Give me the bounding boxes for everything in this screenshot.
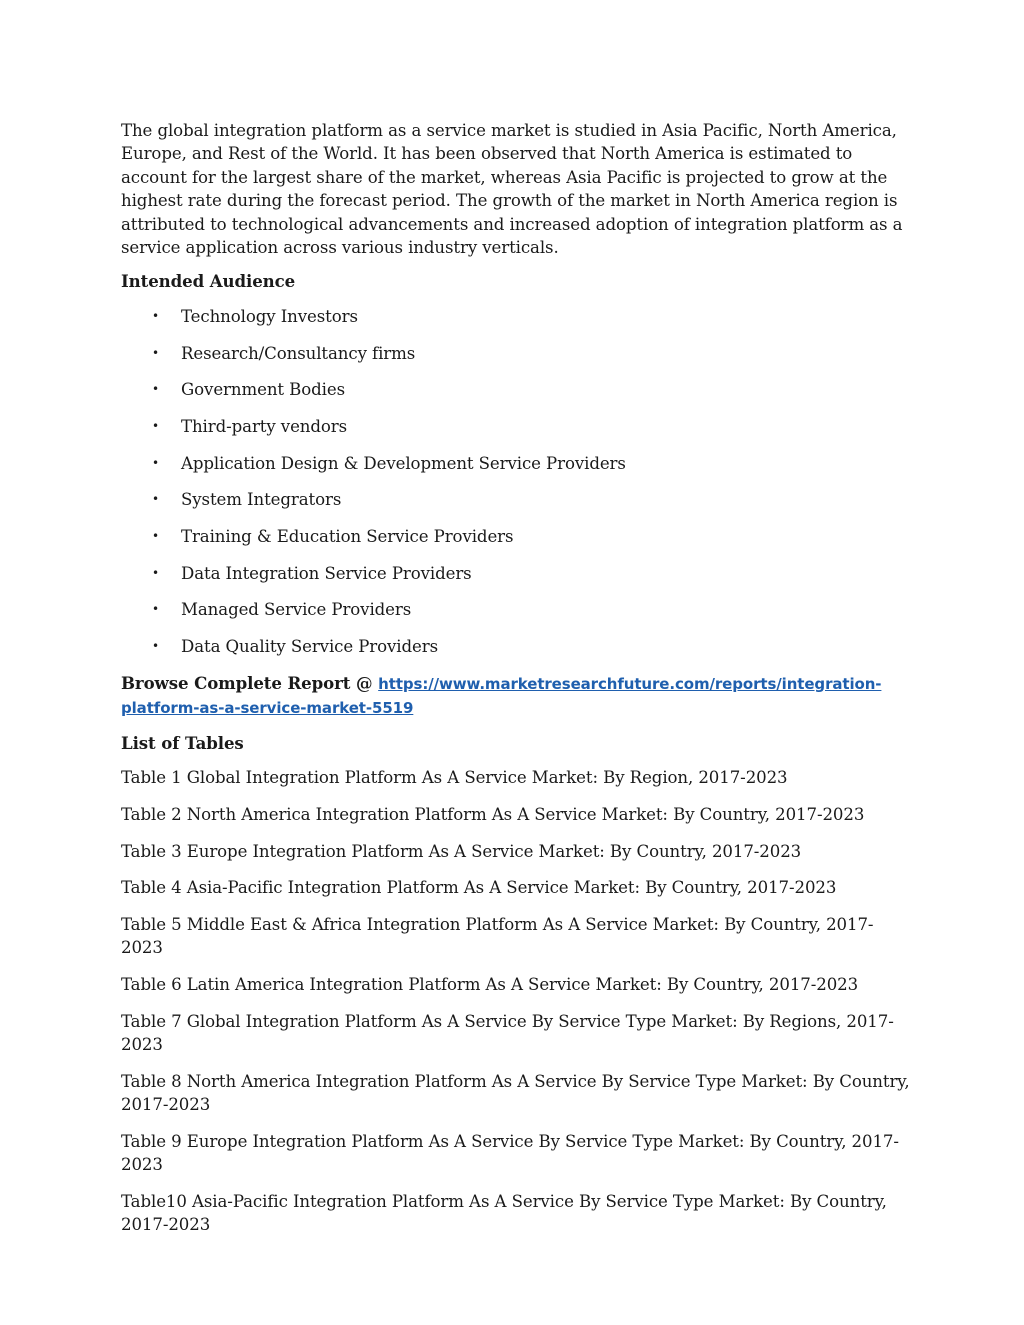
list-item-label: Government Bodies: [181, 380, 345, 400]
document-page: [121, 119, 911, 1250]
report-link[interactable]: https://www.marketresearchfuture.com/reports/integration-platform-as-a-service-market-5519: [121, 674, 882, 718]
bullet-icon: •: [152, 455, 159, 470]
bullet-icon: •: [152, 308, 159, 323]
bullet-icon: •: [152, 639, 159, 654]
list-item: [121, 305, 911, 328]
bullet-icon: •: [152, 529, 159, 544]
tables-heading: List of Tables: [121, 732, 244, 753]
table-list-item: Table 2 North America Integration Platform As A Service Market: By Country, 2017-2023: [121, 804, 865, 824]
list-item: [121, 635, 911, 658]
table-list-item: Table10 Asia-Pacific Integration Platform As A Service By Service Type Market: By Country, 2017-2023: [121, 1192, 887, 1235]
list-item-label: Application Design & Development Service Providers: [181, 453, 626, 473]
bullet-icon: •: [152, 492, 159, 507]
list-item-label: Data Integration Service Providers: [181, 563, 472, 583]
table-list-item: Table 3 Europe Integration Platform As A Service Market: By Country, 2017-2023: [121, 841, 802, 861]
list-item-label: Managed Service Providers: [181, 600, 412, 620]
table-list-item: Table 5 Middle East & Africa Integration Platform As A Service Market: By Country, 2017-2023: [121, 914, 874, 958]
table-list-item: Table 8 North America Integration Platform As A Service By Service Type Market: By Country, 2017-2023: [121, 1071, 910, 1115]
list-item: [121, 525, 911, 548]
browse-report-line: [121, 672, 911, 721]
tables-list: [121, 766, 911, 1237]
list-item-label: Third-party vendors: [181, 416, 348, 436]
bullet-icon: •: [152, 565, 159, 580]
list-item-label: Training & Education Service Providers: [181, 527, 514, 547]
table-list-item: Table 1 Global Integration Platform As A Service Market: By Region, 2017-2023: [121, 768, 788, 788]
list-item: [121, 452, 911, 475]
list-item: [121, 378, 911, 401]
list-item-label: Technology Investors: [181, 306, 358, 326]
table-list-item: Table 6 Latin America Integration Platform As A Service Market: By Country, 2017-2023: [121, 975, 859, 995]
table-list-item: Table 7 Global Integration Platform As A Service By Service Type Market: By Regions, 2017-2023: [121, 1011, 894, 1055]
audience-heading: Intended Audience: [121, 271, 296, 292]
list-item: [121, 562, 911, 585]
table-list-item: Table 4 Asia-Pacific Integration Platform As A Service Market: By Country, 2017-2023: [121, 878, 837, 898]
list-item: [121, 598, 911, 621]
intro-paragraph: The global integration platform as a service market is studied in Asia Pacific, North America, Europe, and Rest of the World. It has been observed that North America is estimated to account for the largest share of the market, whereas Asia Pacific is projected to grow at the highest rate during the forecast period. The growth of the market in North America region is attributed to technological advancements and increased adoption of integration platform as a service application across various industry verticals.: [121, 121, 903, 258]
bullet-icon: •: [152, 382, 159, 397]
browse-report-label: Browse Complete Report @: [121, 672, 379, 693]
list-item-label: System Integrators: [181, 490, 342, 510]
bullet-icon: •: [152, 418, 159, 433]
list-item-label: Data Quality Service Providers: [181, 637, 438, 657]
table-list-item: Table 9 Europe Integration Platform As A Service By Service Type Market: By Country, 2017-2023: [121, 1131, 899, 1175]
list-item: [121, 342, 911, 365]
bullet-icon: •: [152, 602, 159, 617]
list-item: [121, 488, 911, 511]
audience-list: [121, 305, 911, 659]
list-item: [121, 415, 911, 438]
list-item-label: Research/Consultancy firms: [181, 343, 416, 363]
bullet-icon: •: [152, 345, 159, 360]
